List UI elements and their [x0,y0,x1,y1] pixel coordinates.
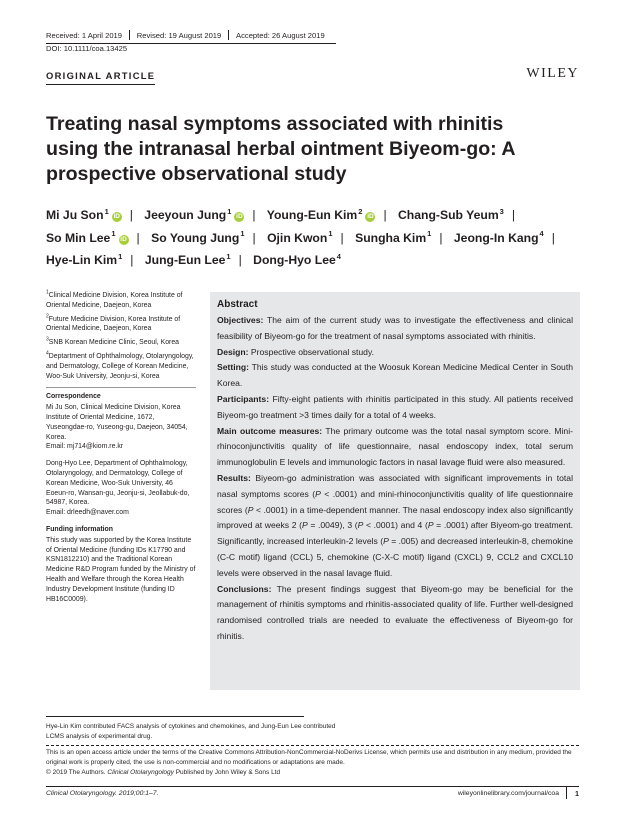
affiliation: $^1$Clinical Medicine Division, Korea Institute of Oriental Medicine, Daejeon, Korea [46,289,183,309]
author-separator: | [238,253,242,267]
author[interactable]: Dong-Hyo Lee$^4$ [253,251,341,267]
author[interactable]: Chang-Sub Yeum$^3$ [398,206,504,222]
author[interactable]: So Young Jung$^1$ [151,229,245,245]
author-separator: | [340,230,344,245]
abstract-results: Results: Biyeom-go administration was associated with significant improvements in total nasal symptoms scores (P < .0001) and mini-rhinoconjunctivitis quality of life questionnaire scores (P < .0001) in a time-dependent manner. The nasal endoscopy index also significantly improved at weeks 2 (P = .0049), 3 (P < .0001) and 4 (P = .0001) after Biyeom-go treatment. Significantly, increased interleukin-2 levels (P = .005) and decreased interleukin-8, chemokine (C-C motif) ligand (CCL) 5, chemokine (C-X-C motif) ligand (CXCL) 9, CCL2 and CXCL10 levels were observed in the nasal lavage fluid. [217,472,574,578]
journal-url[interactable]: wileyonlinelibrary.com/journal/coa [457,790,559,797]
received-date: Received: 1 April 2019 [46,30,122,40]
author-separator: | [439,230,443,245]
author[interactable]: Mi Ju Son$^1$iD [46,206,120,222]
correspondence-heading: Correspondence [46,393,101,401]
correspondence-email[interactable]: Email: drleedh@naver.com [46,509,129,517]
affiliation: $^4$Deptartment of Ophthalmology, Otolaryngology, and Dermatology, College of Korean Medicine, Woo-Suk University, Jeonju-si, Korea [46,350,194,380]
abstract-objectives: Objectives: The aim of the current study was to investigate the effectiveness and clinical feasibility of Biyeom-go for the treatment of nasal symptoms associated with rhinitis. [217,315,573,341]
author-separator: | [511,208,516,222]
author-separator: | [252,230,256,245]
author-list [46,204,586,272]
abstract-outcomes: Main outcome measures: The primary outcome was the total nasal symptom score. Mini-rhinoconjunctivitis quality of life questionnaire, nasal endoscopy index, total serum immunoglobulin E levels and immunologic factors in nasal lavage fluid were also measured. [217,425,573,468]
journal-citation: Clinical Otolaryngology. 2019;00:1–7. [46,790,159,797]
footer-separator [566,787,567,799]
date-separator [129,30,130,40]
author[interactable]: Hye-Lin Kim$^1$ [46,251,123,267]
abstract-participants: Participants: Fifty-eight patients with rhinitis participated in this study. All patients received Biyeom-go treatment >3 times daily for a total of 4 weeks. [217,393,573,420]
orcid-icon[interactable]: iD [120,235,127,243]
accepted-date: Accepted: 26 August 2019 [236,30,325,40]
abstract-design: Design: Prospective observational study. [217,346,374,357]
orcid-icon[interactable]: iD [367,213,374,220]
author[interactable]: Jung-Eun Lee$^1$ [144,251,231,267]
correspondence-address: Dong-Hyo Lee, Department of Ophthalmology, Otolaryngology, and Dermatology, College of Korean Medicine, Woo-Suk University, 46 Eoeun-ro, Wansan-gu, Jeonju-si, Jeollabuk-do, 54987, Korea. [46,460,190,507]
footnote-divider [46,716,304,717]
contribution-note: Hye-Lin Kim contributed FACS analysis of cytokines and chemokines, and Jung-Eun Lee contributed LCMS analysis of experimental drug. [46,723,336,740]
footer-divider [46,786,579,787]
author[interactable]: Young-Eun Kim$^2$iD [266,206,374,222]
author-separator: | [129,208,133,222]
license-text [46,748,586,779]
license-divider [46,745,579,746]
author-separator: | [252,208,256,222]
sidebar-info [46,291,196,604]
author[interactable]: Ojin Kwon$^1$ [267,229,333,245]
license-statement[interactable]: This is an open access article under the terms of the Creative Commons Attribution-NonCommercial-NoDerivs License, which permits use and distribution in any medium, provided the original work is properly cited, the use is non-commercial and no modifications or adaptations are made. [46,749,572,767]
date-separator [228,30,229,40]
abstract-conclusions: Conclusions: The present findings suggest that Biyeom-go may be beneficial for the management of rhinitis symptoms and rhinitis-associated quality of life. Further well-designed randomised controlled trials are needed to evaluate the effectiveness of Biyeom-go for rhinitis. [217,583,573,641]
abstract-setting: Setting: This study was conducted at the Woosuk Korean Medicine Medical Center in South Korea. [217,362,573,389]
affiliation: $^3$SNB Korean Medicine Clinic, Seoul, Korea [46,336,180,347]
page-number: 1 [575,789,579,798]
author[interactable]: Jeong-In Kang$^4$ [453,229,544,245]
author[interactable]: Sungha Kim$^1$ [355,229,432,245]
author[interactable]: Jeeyoun Jung$^1$iD [144,206,243,222]
article-dates [46,30,336,44]
author-separator: | [551,230,555,245]
author-separator: | [383,208,387,222]
funding-text: This study was supported by the Korea Institute of Oriental Medicine (funding IDs K17790 and KSN1812210) and the Traditional Korean Medicine R&D Program funded by the Ministry of Health and Welfare through the Korea Health Industry Development Institute (funding ID HB16C0009). [46,536,196,603]
funding-heading: Funding information [46,525,113,533]
affiliation: $^2$Future Medicine Division, Korea Institute of Oriental Medicine, Daejeon, Korea [46,313,181,333]
author-separator: | [130,253,134,267]
correspondence-address: Mi Ju Son, Clinical Medicine Division, Korea Institute of Oriental Medicine, 1672, Yuseongdae-ro, Yuseong-gu, Daejeon, 34054, Korea. [46,404,188,441]
doi[interactable]: DOI: 10.1111/coa.13425 [46,44,128,53]
publisher-logo: WILEY [526,66,579,81]
divider [46,387,196,388]
article-title: Treating nasal symptoms associated with rhinitis using the intranasal herbal ointment Biyeom-go: A prospective observational study [46,113,515,185]
orcid-icon[interactable]: iD [236,213,243,220]
abstract-box [210,292,580,690]
orcid-icon[interactable]: iD [113,213,120,220]
article-type: ORIGINAL ARTICLE [46,70,155,85]
correspondence-email[interactable]: Email: mj714@kiom.re.kr [46,443,124,451]
author-separator: | [136,230,140,245]
revised-date: Revised: 19 August 2019 [136,30,222,40]
author[interactable]: So Min Lee$^1$iD [46,229,127,245]
abstract-heading: Abstract [217,299,258,310]
copyright-line: © 2019 The Authors. Clinical Otolaryngology Published by John Wiley & Sons Ltd [46,769,281,777]
